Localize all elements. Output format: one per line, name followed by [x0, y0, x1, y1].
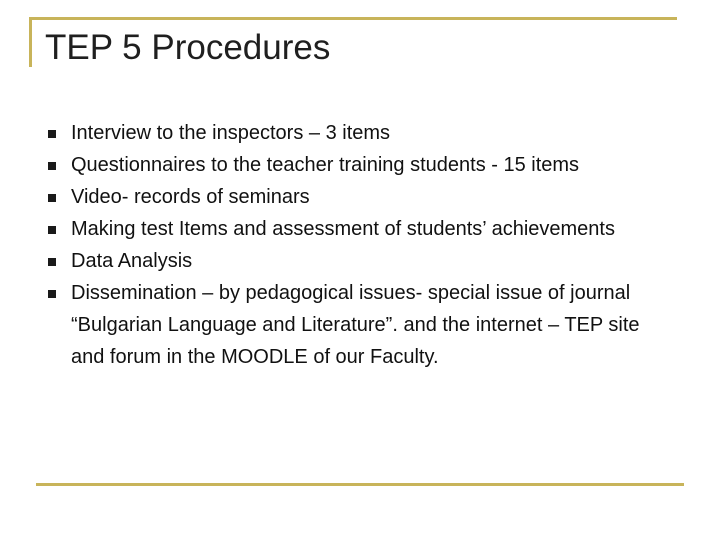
square-bullet-icon [48, 194, 56, 202]
bullet-item-video-records [40, 181, 670, 213]
bullet-item-test-items [40, 213, 670, 245]
square-bullet-icon [48, 130, 56, 138]
bullet-text: Dissemination – by pedagogical issues- special issue of journal “Bulgarian Language and Literature”. and the internet – TEP site and forum in the MOODLE of our Faculty. [71, 282, 640, 368]
square-bullet-icon [48, 226, 56, 234]
title-frame-left-rule [29, 17, 32, 67]
title-frame-top-rule [29, 17, 677, 20]
bullet-list [40, 117, 670, 373]
bullet-text: Making test Items and assessment of students’ achievements [71, 218, 615, 240]
bullet-text: Data Analysis [71, 250, 193, 272]
square-bullet-icon [48, 162, 56, 170]
bullet-item-dissemination [40, 277, 670, 373]
bullet-text: Video- records of seminars [71, 186, 310, 208]
bullet-item-questionnaires [40, 149, 670, 181]
bullet-item-data-analysis [40, 245, 670, 277]
bullet-text: Questionnaires to the teacher training students - 15 items [71, 154, 580, 176]
bottom-rule [36, 483, 684, 486]
bullet-item-interview [40, 117, 670, 149]
square-bullet-icon [48, 258, 56, 266]
slide-title: TEP 5 Procedures [45, 28, 331, 67]
bullet-text: Interview to the inspectors – 3 items [71, 122, 391, 144]
square-bullet-icon [48, 290, 56, 298]
